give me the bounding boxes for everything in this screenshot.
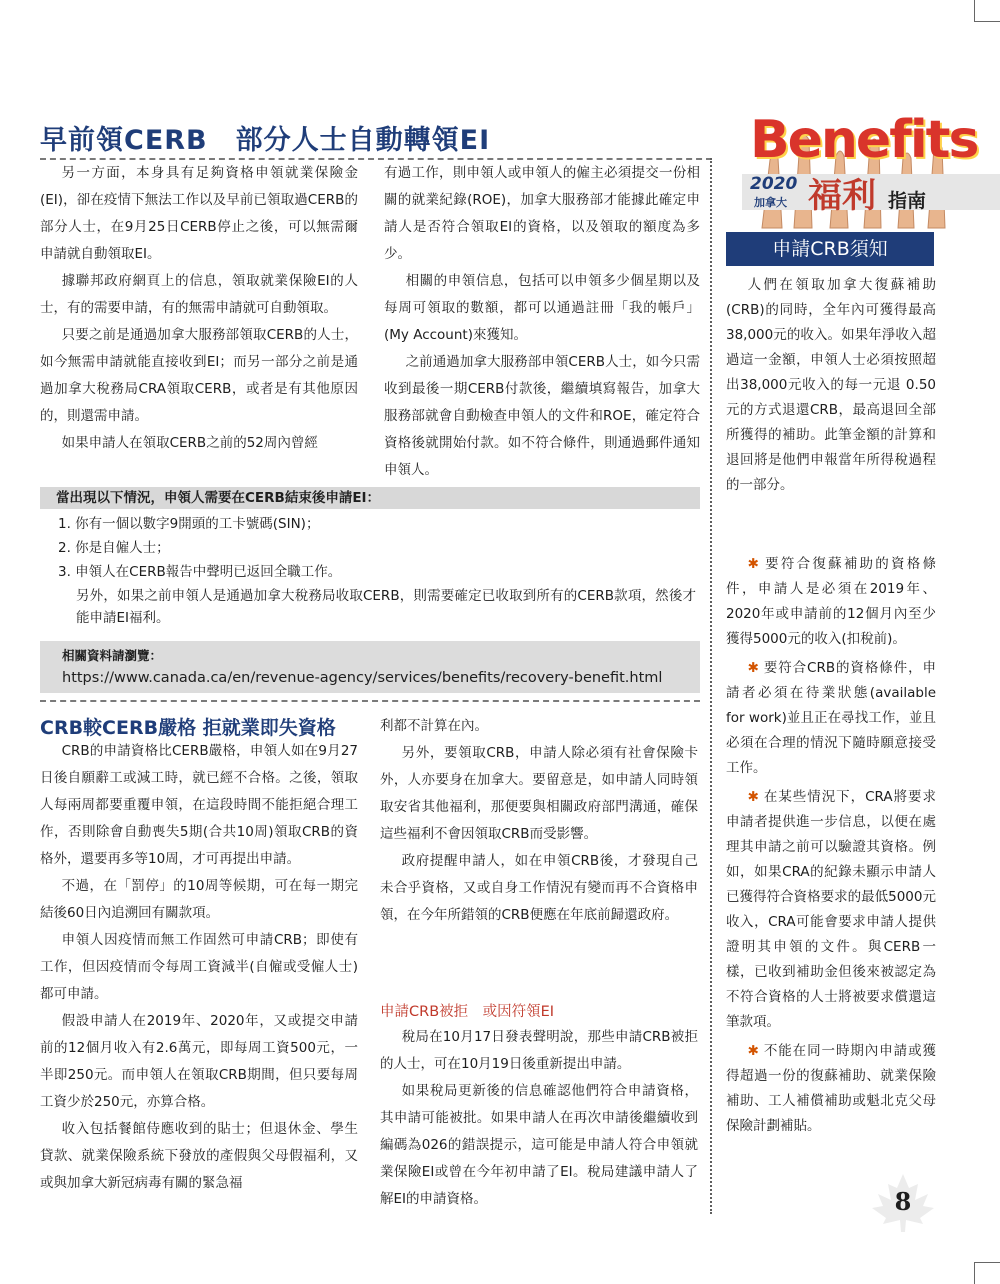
section-heading: CRB較CERB嚴格 拒就業即失資格 (40, 717, 336, 739)
crop-mark (975, 21, 1000, 22)
paragraph: 之前通過加拿大服務部申領CERB人士，如今只需收到最後一期CERB付款後，繼續填寫報告，加拿大服務部就會自動檢查申領人的文件和ROE，確定符合資格後就開始付款。如不符合條件，則通過郵件通知申領人。 (384, 354, 700, 478)
sidebar-bullet: ✱ 要符合復蘇補助的資格條件，申請人是必須在2019年、2020年或申請前的12個月內至少獲得5000元的收入(扣稅前)。 (726, 556, 936, 647)
benefits-word: Benefits (750, 110, 978, 170)
crop-mark (975, 1262, 1000, 1263)
sidebar-bullets (726, 552, 936, 1139)
paragraph: CRB的申請資格比CERB嚴格，申領人如在9月27日後自願辭工或減工時，就已經不合格。之後，領取人每兩周都要重覆申領，在這段時間不能拒絕合理工作，否則除會自動喪失5期(合共10周)領取CRB的資格外，還要再多等10周，才可再提出申請。 (40, 743, 358, 867)
reference-label: 相關資料請瀏覽： (62, 648, 163, 663)
paragraph: 利都不計算在內。 (380, 718, 488, 734)
crop-mark (974, 1262, 975, 1284)
notice-extra: 另外，如果之前申領人是通過加拿大稅務局收取CERB，則需要確定已收取到所有的CERB款項，然後才能申請EI福利。 (76, 588, 696, 626)
asterisk-icon: ✱ (747, 1043, 759, 1059)
notice-item: 2. 你是自僱人士； (58, 540, 170, 556)
sidebar-paragraph: 人們在領取加拿大復蘇補助(CRB)的同時，全年內可獲得最高38,000元的收入。如果年淨收入超過這一金額，申領人士必須按照超出38,000元收入的每一元退 0.50元的方式退還CRB，最高退回全部所獲得的補助。此筆金額的計算和退回將是他們申報當年所得稅過程的一部分。 (726, 277, 936, 493)
banner-suffix: 指南 (888, 190, 927, 212)
article-column-1 (40, 160, 358, 457)
paragraph: 有過工作，則申領人或申領人的僱主必須提交一份相關的就業紀錄(ROE)，加拿大服務部才能據此確定申請人是否符合領取EI的資格，以及領取的額度為多少。 (384, 165, 700, 262)
paragraph: 假設申請人在2019年、2020年，又或提交申請前的12個月收入有2.6萬元，即每周工資500元，一半即250元。而申領人在領取CRB期間，但只要每周工資少於250元，亦算合格。 (40, 1013, 358, 1110)
paragraph: 據聯邦政府網頁上的信息，領取就業保險EI的人士，有的需要申請，有的無需申請就可自動領取。 (40, 273, 358, 316)
column-divider (710, 158, 712, 1214)
article-column-4 (380, 713, 698, 929)
paragraph: 另外，要領取CRB，申請人除必須有社會保險卡外，人亦要身在加拿大。要留意是，如申請人同時領取安省其他福利，那便要與相關政府部門溝通，確保這些福利不會因領取CRB而受影響。 (380, 745, 698, 842)
paragraph: 相關的申領信息，包括可以申領多少個星期以及每周可領取的數額，都可以通過註冊「我的帳戶」(My Account)來獲知。 (384, 273, 700, 343)
sidebar-bullet: ✱ 在某些情況下，CRA將要求申請者提供進一步信息，以便在處理其申請之前可以驗證其資格。例如，如果CRA的紀錄未顯示申請人已獲得符合資格要求的最低5000元收入，CRA可能會要求申請人提供證明其申領的文件。與CERB一樣，已收到補助金但後來被認定為不符合資格的人士將被要求償還這筆款項。 (726, 789, 936, 1030)
article-column-3 (40, 738, 358, 1197)
benefits-banner (742, 100, 1000, 230)
paragraph: 另一方面，本身具有足夠資格申領就業保險金(EI)，卻在疫情下無法工作以及早前已領取過CERB的部分人士，在9月25日CERB停止之後，可以無需爾申請就自動領取EI。 (40, 165, 358, 262)
page-number: 8 (894, 1187, 912, 1216)
sidebar-heading: 申請CRB須知 (726, 232, 934, 266)
banner-label: 福利 (808, 176, 876, 216)
sidebar-intro (726, 273, 936, 498)
notice-item: 1. 你有一個以數字9開頭的工卡號碼(SIN)； (58, 516, 320, 532)
asterisk-icon: ✱ (747, 556, 759, 572)
paragraph: 如果申請人在領取CERB之前的52周內曾經 (61, 435, 318, 451)
page-title: 早前領CERB 部分人士自動轉領EI (40, 125, 491, 156)
sidebar-bullet: ✱ 要符合CRB的資格條件，申請者必須在待業狀態(available for work)並且正在尋找工作，並且必須在合理的情況下隨時願意接受工作。 (726, 660, 936, 776)
asterisk-icon: ✱ (747, 660, 759, 676)
reference-link[interactable]: https://www.canada.ca/en/revenue-agency/services/benefits/recovery-benefit.html (62, 670, 663, 686)
banner-year: 2020 (750, 174, 798, 194)
reference-box (40, 641, 700, 693)
banner-region: 加拿大 (754, 196, 787, 209)
paragraph: 政府提醒申請人，如在申領CRB後，才發現自己未合乎資格，又或自身工作情況有變而再不合資格申領，在今年所錯領的CRB便應在年底前歸還政府。 (380, 853, 698, 923)
notice-heading: 當出現以下情況，申領人需要在CERB結束後申請EI： (40, 487, 700, 509)
section-divider (40, 700, 700, 702)
paragraph: 申領人因疫情而無工作固然可申請CRB；即使有工作，但因疫情而令每周工資減半(自僱或受僱人士)都可申請。 (40, 932, 358, 1002)
paragraph: 不過，在「罰停」的10周等候期，可在每一期完結後60日內追溯回有關款項。 (40, 878, 358, 921)
sidebar-bullet: ✱ 不能在同一時期內申請或獲得超過一份的復蘇補助、就業保險補助、工人補償補助或魁北克父母保險計劃補貼。 (726, 1043, 936, 1134)
paragraph: 稅局在10月17日發表聲明說，那些申請CRB被拒的人士，可在10月19日後重新提出申請。 (380, 1029, 698, 1072)
subsection-heading: 申請CRB被拒 或因符領EI (380, 1004, 555, 1020)
asterisk-icon: ✱ (747, 789, 759, 805)
article-column-5 (380, 1024, 698, 1213)
crop-mark (974, 0, 975, 22)
notice-item: 3. 申領人在CERB報告中聲明已返回全職工作。 (58, 564, 342, 580)
paragraph: 收入包括餐館侍應收到的貼士；但退休金、學生貸款、就業保險系統下發放的產假與父母假福利，又或與加拿大新冠病毒有關的緊急福 (40, 1121, 358, 1191)
article-column-2 (384, 160, 700, 484)
paragraph: 如果稅局更新後的信息確認他們符合申請資格，其申請可能被批。如果申請人在再次申請後繼續收到編碼為026的錯誤提示，這可能是申請人符合申領就業保險EI或曾在今年初申請了EI。稅局建議申請人了解EI的申請資格。 (380, 1083, 698, 1207)
paragraph: 只要之前是通過加拿大服務部領取CERB的人士，如今無需申請就能直接收到EI；而另一部分之前是通過加拿大稅務局CRA領取CERB，或者是有其他原因的，則還需申請。 (40, 327, 358, 424)
